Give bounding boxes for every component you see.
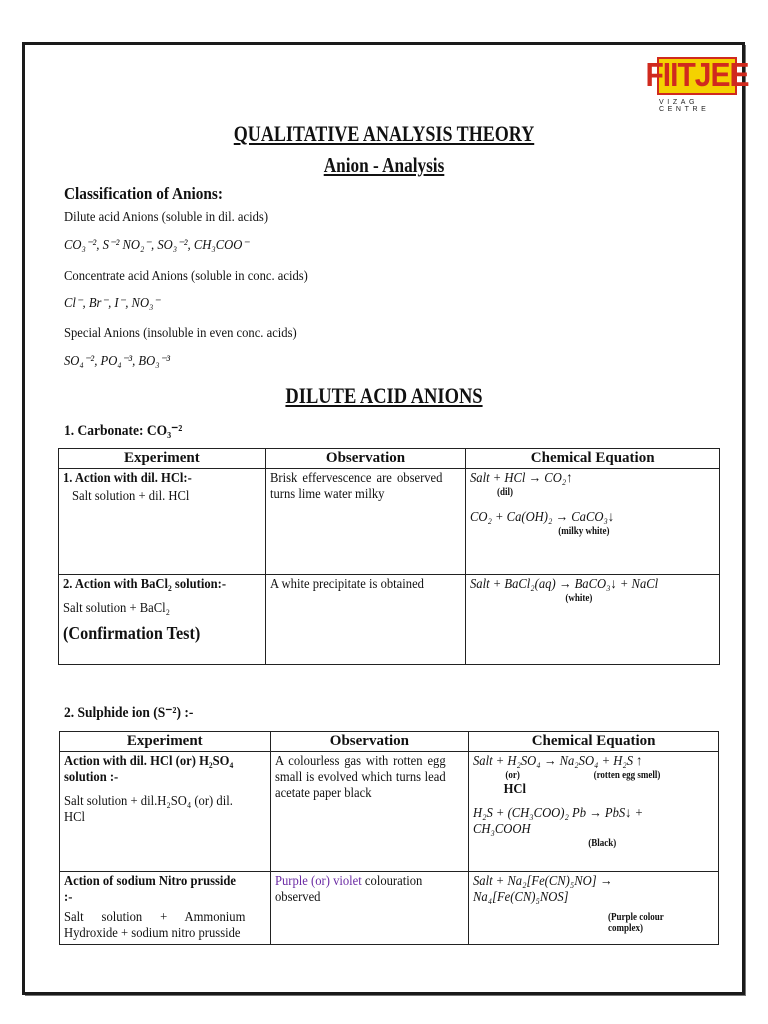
equation-cell <box>469 752 719 872</box>
observation-cell <box>270 872 469 945</box>
equation-note: (rotten egg smell) <box>593 770 661 781</box>
equation-note: HCl <box>503 782 527 797</box>
fiitjee-logo <box>645 56 749 95</box>
equation: Salt + HCl → CO₂↑ <box>470 471 573 486</box>
experiment-cell <box>60 872 271 945</box>
logo-centre: VIZAG CENTRE <box>659 99 710 113</box>
confirmation-test: (Confirmation Test) <box>63 623 201 643</box>
dilute-ions: CO₃⁻², S⁻² NO₂⁻, SO₃⁻², CH₃COO⁻ <box>64 238 249 253</box>
observation-cell <box>265 469 466 575</box>
observation-cell <box>265 575 466 665</box>
observation-text: A colourless gas with rotten egg small is evolved which turns lead acetate paper black <box>274 754 446 801</box>
page-title: QUALITATIVE ANALYSIS THEORY <box>233 121 535 146</box>
experiment-detail: Salt solution + BaCl₂ <box>63 601 171 616</box>
equation-note: (dil) <box>497 487 514 498</box>
equation: Salt + H₂SO₄ → Na₂SO₄ + H₂S ↑ <box>473 754 643 769</box>
experiment-cell <box>60 752 271 872</box>
equation-cell <box>466 575 720 665</box>
equation: H₂S + (CH₃COO)₂ Pb → PbS↓ + CH₃COOH <box>473 806 644 837</box>
column-header: Observation <box>270 732 469 752</box>
equation-note: (milky white) <box>558 526 610 537</box>
equation-note: (Black) <box>588 838 617 849</box>
table-header-row <box>60 732 719 752</box>
equation-note: (Purple colour complex) <box>608 912 664 934</box>
observation-cell <box>270 752 469 872</box>
equation-cell <box>466 469 720 575</box>
dilute-label: Dilute acid Anions (soluble in dil. acids) <box>64 210 269 225</box>
experiment-title: Action of sodium Nitro prusside :- <box>64 874 236 905</box>
table-row <box>60 872 719 945</box>
table-header-row <box>59 449 720 469</box>
table-row <box>59 575 720 665</box>
observation-text: colouration observed <box>274 874 422 905</box>
observation-highlight: Purple (or) violet <box>274 874 362 889</box>
sulphide-heading: 2. Sulphide ion (S⁻²) :- <box>64 705 194 721</box>
table-row <box>59 469 720 575</box>
column-header: Chemical Equation <box>466 449 720 469</box>
observation-text: A white precipitate is obtained <box>269 577 424 592</box>
carbonate-heading: 1. Carbonate: CO₃⁻² <box>64 423 183 439</box>
equation-note: (white) <box>565 593 593 604</box>
experiment-detail: Salt solution + dil.H₂SO₄ (or) dil. HCl <box>64 794 233 825</box>
table-row <box>60 752 719 872</box>
carbonate-table <box>58 448 720 665</box>
experiment-detail: Salt solution + Ammonium Hydroxide + sodium nitro prusside <box>64 910 246 941</box>
section-title: DILUTE ACID ANIONS <box>285 383 483 408</box>
experiment-title: 1. Action with dil. HCl:- <box>63 471 192 486</box>
sulphide-table <box>59 731 719 945</box>
experiment-cell <box>59 469 266 575</box>
conc-label: Concentrate acid Anions (soluble in conc. acids) <box>64 269 308 284</box>
column-header: Experiment <box>60 732 271 752</box>
special-ions: SO₄⁻², PO₄⁻³, BO₃⁻³ <box>64 354 171 369</box>
experiment-title: Action with dil. HCl (or) H₂SO₄ solution :- <box>64 754 234 785</box>
experiment-detail: Salt solution + dil. HCl <box>72 489 190 504</box>
equation-cell <box>469 872 719 945</box>
experiment-title: 2. Action with BaCl₂ solution:- <box>63 577 227 592</box>
page-subtitle: Anion - Analysis <box>323 153 445 177</box>
equation: CO₂ + Ca(OH)₂ → CaCO₃↓ <box>470 510 615 525</box>
classification-heading: Classification of Anions: <box>64 184 223 203</box>
observation-text: Brisk effervescence are observed turns lime water milky <box>269 471 443 502</box>
special-label: Special Anions (insoluble in even conc. acids) <box>64 326 297 341</box>
logo-text: FIITJEE <box>645 56 749 94</box>
conc-ions: Cl⁻, Br⁻, I⁻, NO₃⁻ <box>64 296 161 311</box>
equation: Salt + Na₂[Fe(CN)₅NO] → Na₄[Fe(CN)₅NOS] <box>473 874 613 905</box>
column-header: Experiment <box>59 449 266 469</box>
equation: Salt + BaCl₂(aq) → BaCO₃↓ + NaCl <box>470 577 659 592</box>
column-header: Observation <box>265 449 466 469</box>
column-header: Chemical Equation <box>469 732 719 752</box>
equation-note: (or) <box>505 770 521 781</box>
experiment-cell <box>59 575 266 665</box>
